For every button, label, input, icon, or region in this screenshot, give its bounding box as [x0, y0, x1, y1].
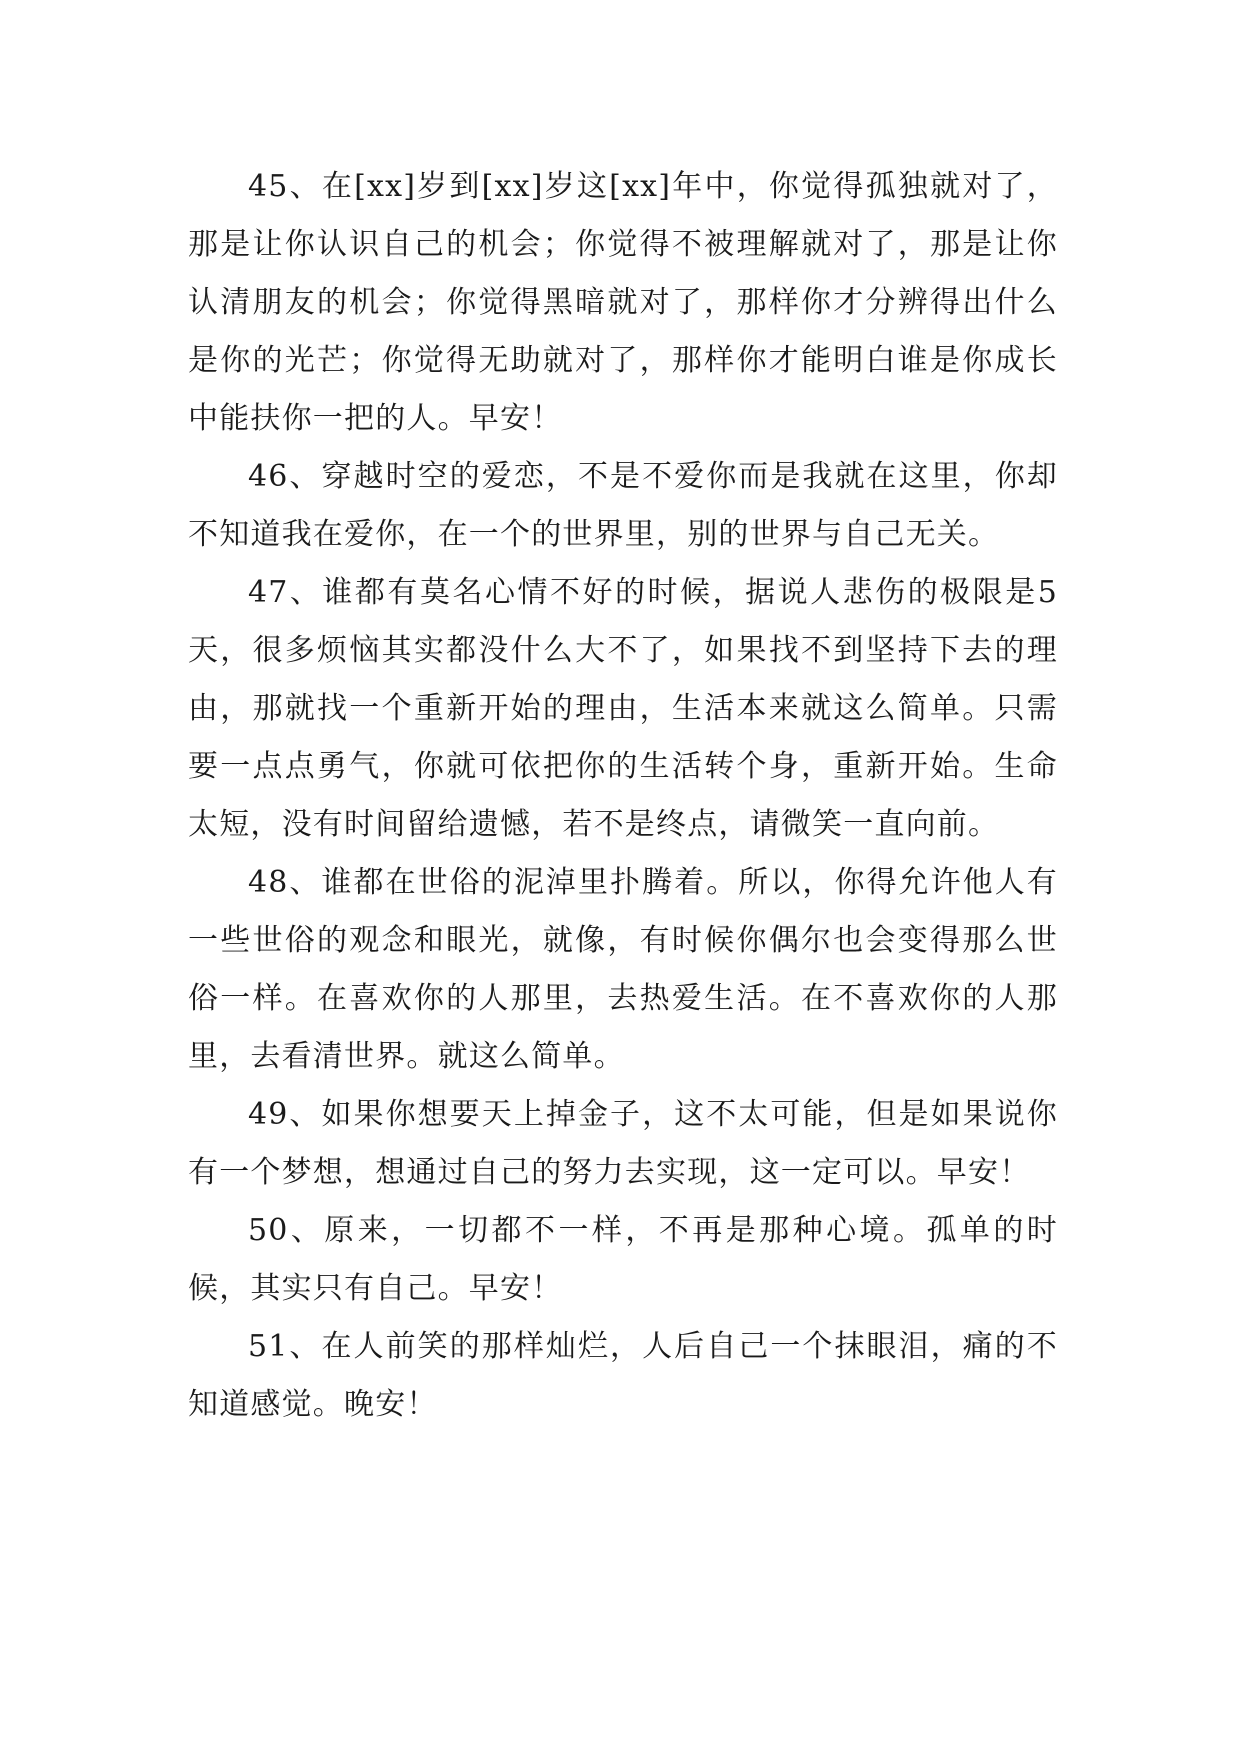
paragraph-46: 46、穿越时空的爱恋，不是不爱你而是我就在这里，你却不知道我在爱你，在一个的世界里，别的世界与自己无关。	[188, 459, 1058, 552]
paragraph-48: 48、谁都在世俗的泥淖里扑腾着。所以，你得允许他人有一些世俗的观念和眼光，就像，有时候你偶尔也会变得那么世俗一样。在喜欢你的人那里，去热爱生活。在不喜欢你的人那里，去看清世界。就这么简单。	[188, 865, 1058, 1074]
paragraph-51: 51、在人前笑的那样灿烂，人后自己一个抹眼泪，痛的不知道感觉。晚安！	[188, 1329, 1058, 1422]
document-body	[188, 158, 1058, 1434]
paragraph-47: 47、谁都有莫名心情不好的时候，据说人悲伤的极限是5天，很多烦恼其实都没什么大不了，如果找不到坚持下去的理由，那就找一个重新开始的理由，生活本来就这么简单。只需要一点点勇气，你就可依把你的生活转个身，重新开始。生命太短，没有时间留给遗憾，若不是终点，请微笑一直向前。	[188, 575, 1058, 842]
paragraph-49: 49、如果你想要天上掉金子，这不太可能，但是如果说你有一个梦想，想通过自己的努力去实现，这一定可以。早安！	[188, 1097, 1058, 1190]
paragraph-50: 50、原来，一切都不一样，不再是那种心境。孤单的时候，其实只有自己。早安！	[188, 1213, 1058, 1306]
paragraph-45: 45、在[xx]岁到[xx]岁这[xx]年中，你觉得孤独就对了，那是让你认识自己的机会；你觉得不被理解就对了，那是让你认清朋友的机会；你觉得黑暗就对了，那样你才分辨得出什么是你的光芒；你觉得无助就对了，那样你才能明白谁是你成长中能扶你一把的人。早安！	[188, 169, 1058, 436]
